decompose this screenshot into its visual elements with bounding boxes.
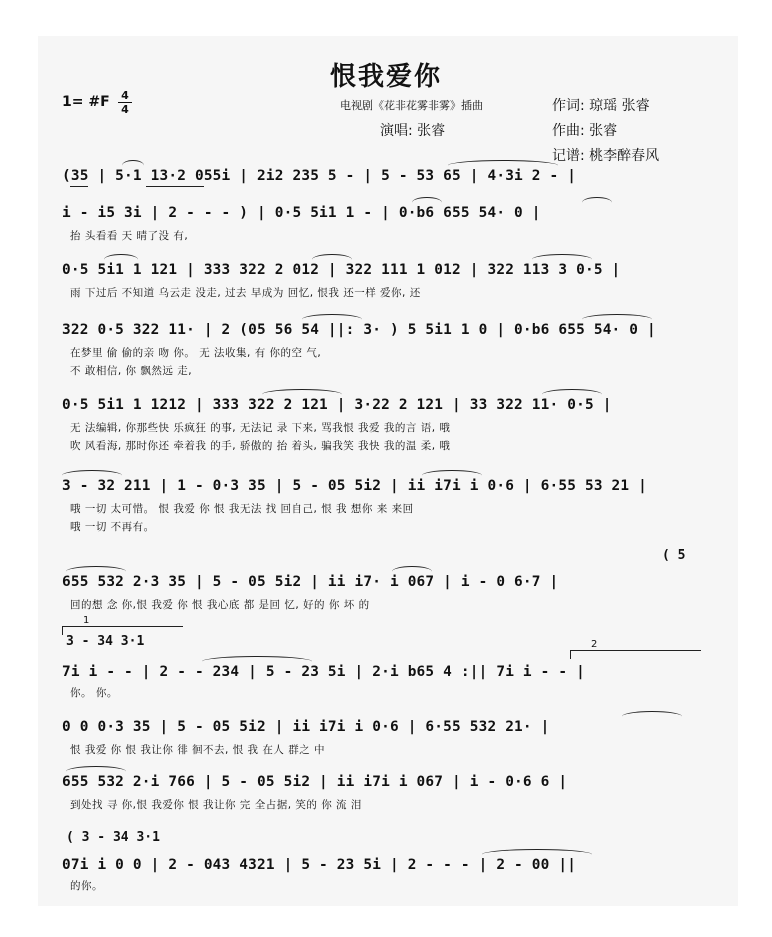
notation-line: 0 0 0·3 35 | 5 - 05 5i2 | ii i7i i 0·6 | 6·55 532 21· |	[62, 719, 550, 735]
lyric-line: 回的想 念 你,恨 我爱 你 恨 我心底 都 是回 忆, 好的 你 坏 的	[70, 599, 370, 611]
lyric-line: 你。 你。	[70, 687, 118, 699]
slur-arc	[302, 314, 362, 325]
lyricist-credit: 作词: 琼瑶 张睿	[552, 98, 650, 114]
notation-line: 655 532 2·3 35 | 5 - 05 5i2 | ii i7· i 067 | i - 0 6·7 |	[62, 574, 559, 590]
first-ending-label: 1	[83, 615, 90, 626]
slur-arc	[448, 160, 558, 171]
composer-credit: 作曲: 张睿	[552, 123, 618, 139]
lyric-line: 吹 风看海, 那时你还 牵着我 的手, 骄傲的 抬 着头, 骗我笑 我快 我的温 柔, 哦	[70, 440, 451, 452]
transcriber-credit: 记谱: 桃李醉春风	[552, 148, 660, 164]
time-bottom: 4	[121, 103, 129, 116]
slur-arc	[122, 160, 144, 171]
slur-arc	[312, 254, 352, 265]
notation-line: 0·5 5i1 1 121 | 333 322 2 012 | 322 111 1 012 | 322 113 3 0·5 |	[62, 262, 621, 278]
notation-line: 655 532 2·i 766 | 5 - 05 5i2 | ii i7i i 067 | i - 0·6 6 |	[62, 774, 568, 790]
slur-arc	[392, 566, 432, 577]
lyric-line: 抬 头看看 天 晴了没 有,	[70, 230, 189, 242]
lyric-line: 到处找 寻 你,恨 我爱你 恨 我让你 完 全占据, 笑的 你 流 泪	[70, 799, 362, 811]
notation-line: i - i5 3i | 2 - - - ) | 0·5 5i1 1 - | 0·b6 655 54· 0 |	[62, 205, 541, 221]
slur-arc	[582, 197, 612, 208]
notation-line: 3 - 32 211 | 1 - 0·3 35 | 5 - 05 5i2 | ii i7i i 0·6 | 6·55 53 21 |	[62, 478, 648, 494]
slur-arc	[532, 254, 592, 265]
second-ending-bracket	[570, 639, 701, 659]
beam-line	[70, 186, 88, 187]
notation-line: 07i i 0 0 | 2 - 043 4321 | 5 - 23 5i | 2 - - - | 2 - 00 ||	[62, 857, 577, 873]
slur-arc	[482, 849, 592, 860]
first-ending-notes: 3 - 34 3·1	[66, 634, 145, 649]
singer-credit: 演唱: 张睿	[380, 123, 446, 139]
notation-line: 0·5 5i1 1 1212 | 333 322 2 121 | 3·22 2 121 | 33 322 11· 0·5 |	[62, 397, 612, 413]
slur-arc	[412, 197, 442, 208]
notation-line: 7i i - - | 2 - - 234 | 5 - 23 5i | 2·i b65 4 :|| 7i i - - |	[62, 664, 585, 680]
slur-arc	[542, 389, 602, 400]
slur-arc	[66, 766, 126, 777]
slur-arc	[62, 470, 122, 481]
final-ending-notes: ( 3 - 34 3·1	[66, 830, 160, 845]
lyric-line: 雨 下过后 不知道 乌云走 没走, 过去 早成为 回忆, 恨我 还一样 爱你, 还	[70, 287, 421, 299]
slur-arc	[582, 314, 652, 325]
song-title: 恨我爱你	[329, 62, 442, 92]
slur-arc	[622, 711, 682, 722]
time-top: 4	[121, 89, 129, 102]
slur-arc	[104, 254, 138, 265]
lyric-line: 不 敢相信, 你 飘然远 走,	[70, 365, 193, 377]
lyric-line: 无 法编辑, 你那些快 乐疯狂 的事, 无法记 录 下来, 骂我恨 我爱 我的言 语, 哦	[70, 422, 451, 434]
source-credit: 电视剧《花非花雾非雾》插曲	[340, 99, 483, 112]
lyric-line: 在梦里 偷 偷的亲 吻 你。 无 法收集, 有 你的空 气,	[70, 347, 322, 359]
notation-line: (35 | 5·1 13·2 055i | 2i2 235 5 - | 5 - 53 65 | 4·3i 2 - |	[62, 168, 577, 184]
slur-arc	[66, 566, 126, 577]
lyric-line: 哦 一切 不再有。	[70, 521, 155, 533]
key-signature: 1= #F	[62, 94, 110, 110]
beam-line	[146, 186, 204, 187]
notation-line: 322 0·5 322 11· | 2 (05 56 54 ||: 3· ) 5 5i1 1 0 | 0·b6 655 54· 0 |	[62, 322, 656, 338]
slur-arc	[422, 470, 482, 481]
coda-start-note: ( 5	[662, 548, 686, 563]
lyric-line: 恨 我爱 你 恨 我让你 徘 徊不去, 恨 我 在人 群之 中	[70, 744, 326, 756]
time-signature	[118, 90, 132, 115]
lyric-line: 哦 一切 太可惜。 恨 我爱 你 恨 我无法 找 回自己, 恨 我 想你 来 来回	[70, 503, 414, 515]
lyric-line: 的你。	[70, 880, 103, 892]
second-ending-label: 2	[591, 639, 598, 650]
slur-arc	[202, 656, 312, 667]
slur-arc	[262, 389, 342, 400]
